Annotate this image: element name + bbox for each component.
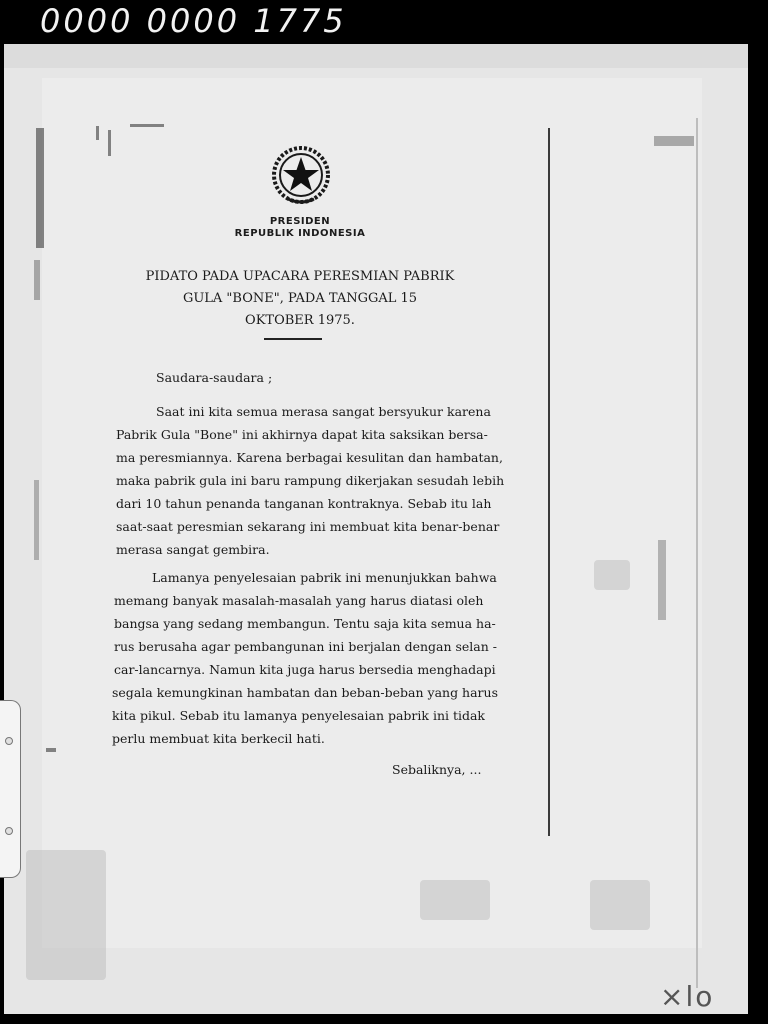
margin-mark: ×lo — [660, 980, 715, 1013]
paragraph-2-line: bangsa yang sedang membangun. Tentu saja kita semua ha- — [114, 616, 496, 631]
scan-noise — [34, 260, 40, 300]
sheet-top-shade — [4, 44, 748, 68]
scan-noise — [96, 126, 99, 140]
title-underline — [264, 338, 322, 340]
title-line-1: PIDATO PADA UPACARA PERESMIAN PABRIK — [145, 269, 455, 284]
scan-noise — [130, 124, 164, 127]
scan-smudge — [590, 880, 650, 930]
paragraph-2-line: perlu membuat kita berkecil hati. — [112, 731, 325, 746]
binder-hole — [5, 827, 13, 835]
binder-clip — [0, 700, 21, 878]
paragraph-2-line: Lamanya penyelesaian pabrik ini menunjukkan bahwa — [152, 570, 497, 585]
closing-continuation: Sebaliknya, ... — [392, 762, 482, 777]
frame-number: 0000 0000 1775 — [40, 2, 347, 40]
page-right-edge — [696, 118, 698, 988]
paragraph-1-line: Saat ini kita semua merasa sangat bersyukur karena — [156, 404, 491, 419]
scan-noise — [46, 748, 56, 752]
letterhead — [200, 216, 400, 240]
paragraph-2-line: memang banyak masalah-masalah yang harus diatasi oleh — [114, 593, 484, 608]
paragraph-1-line: dari 10 tahun penanda tanganan kontraknya. Sebab itu lah — [116, 496, 492, 511]
paragraph-2-line: car-lancarnya. Namun kita juga harus bersedia menghadapi — [114, 662, 496, 677]
paragraph-1-line: saat-saat peresmian sekarang ini membuat kita benar-benar — [116, 519, 500, 534]
letterhead-line-1: PRESIDEN — [269, 216, 331, 227]
title-line-2: GULA "BONE", PADA TANGGAL 15 — [182, 291, 418, 306]
paragraph-2-line: rus berusaha agar pembangunan ini berjalan dengan selan - — [114, 639, 498, 654]
binder-hole — [5, 737, 13, 745]
scan-noise — [654, 136, 694, 146]
paragraph-1-line: maka pabrik gula ini baru rampung dikerjakan sesudah lebih — [116, 473, 505, 488]
paragraph-1-line: merasa sangat gembira. — [116, 542, 270, 557]
microfilm-frame-header — [0, 0, 768, 44]
star-emblem-icon — [270, 144, 332, 206]
document-page — [42, 78, 702, 948]
paragraph-1-line: ma peresmiannya. Karena berbagai kesulitan dan hambatan, — [116, 450, 503, 465]
scan-noise — [36, 128, 44, 248]
title-line-3: OKTOBER 1975. — [245, 313, 355, 328]
paragraph-1-line: Pabrik Gula "Bone" ini akhirnya dapat kita saksikan bersa- — [116, 427, 488, 442]
scan-noise — [108, 130, 111, 156]
page-fold-line — [548, 128, 550, 836]
paragraph-2-line: kita pikul. Sebab itu lamanya penyelesaian pabrik ini tidak — [112, 708, 486, 723]
scan-noise — [34, 480, 39, 560]
speech-title — [120, 266, 480, 332]
scan-smudge — [26, 850, 106, 980]
paragraph-2-line: segala kemungkinan hambatan dan beban-beban yang harus — [112, 685, 498, 700]
scan-smudge — [420, 880, 490, 920]
salutation: Saudara-saudara ; — [156, 370, 273, 385]
scan-smudge — [594, 560, 630, 590]
scan-noise — [658, 540, 666, 620]
letterhead-line-2: REPUBLIK INDONESIA — [234, 228, 366, 239]
